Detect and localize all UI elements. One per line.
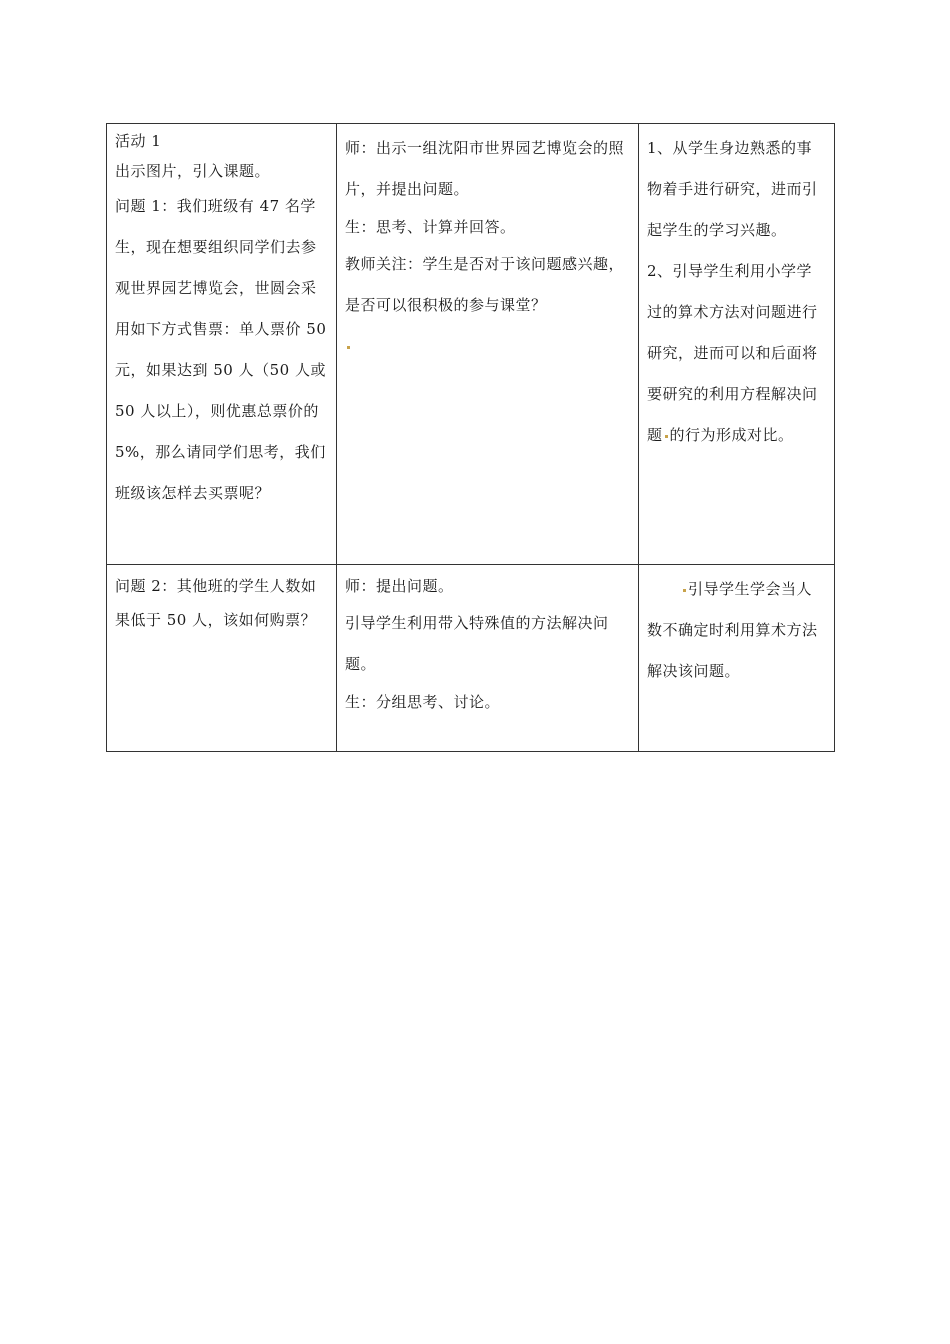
anchor-mark-row bbox=[345, 326, 630, 367]
design-intent-cell-2 bbox=[639, 565, 835, 752]
intent-2-text-end: 的行为形成对比。 bbox=[669, 426, 794, 444]
anchor-mark-icon bbox=[347, 346, 350, 349]
question-2-cell bbox=[107, 565, 337, 752]
design-intent-cell bbox=[639, 124, 835, 565]
anchor-mark-icon bbox=[683, 589, 686, 592]
intent-3-text: 引导学生学会当人数不确定时利用算术方法解决该问题。 bbox=[647, 580, 818, 680]
anchor-mark-icon bbox=[665, 435, 668, 438]
table-row bbox=[107, 124, 835, 565]
intent-1-text: 1、从学生身边熟悉的事物着手进行研究，进而引起学生的学习兴趣。 bbox=[647, 139, 818, 239]
guide-method-text: 引导学生利用带入特殊值的方法解决问题。 bbox=[345, 614, 609, 673]
intent-2-paragraph bbox=[647, 251, 826, 456]
activity-cell bbox=[107, 124, 337, 565]
activity-title: 活动 1 bbox=[115, 132, 162, 150]
table-row bbox=[107, 565, 835, 752]
teacher-focus-text: 教师关注：学生是否对于该问题感兴趣，是否可以很积极的参与课堂？ bbox=[345, 255, 625, 314]
question-2-text: 问题 2：其他班的学生人数如果低于 50 人，该如何购票？ bbox=[115, 577, 317, 629]
teacher-student-cell bbox=[337, 124, 639, 565]
lesson-plan-table bbox=[106, 123, 835, 752]
teacher-student-cell-2 bbox=[337, 565, 639, 752]
student-discussion-text: 生：分组思考、讨论。 bbox=[345, 693, 501, 711]
student-action-text: 生：思考、计算并回答。 bbox=[345, 218, 516, 236]
activity-intro: 出示图片，引入课题。 bbox=[115, 162, 271, 180]
teacher-question-text: 师：提出问题。 bbox=[345, 577, 454, 595]
question-1-text: 问题 1：我们班级有 47 名学生，现在想要组织同学们去参观世界园艺博览会，世圆会采用如下方式售票：单人票价 50 元，如果达到 50 人（50 人或 50 人以上），则优惠总票价的 5%，那么请同学们思考，我们班级该怎样去买票呢？ bbox=[115, 197, 327, 502]
intent-2-text: 2、引导学生利用小学学过的算术方法对问题进行研究，进而可以和后面将要研究的利用方程解决问题 bbox=[647, 262, 818, 444]
intent-3-paragraph bbox=[647, 569, 826, 692]
teacher-action-text: 师：出示一组沈阳市世界园艺博览会的照片，并提出问题。 bbox=[345, 139, 625, 198]
